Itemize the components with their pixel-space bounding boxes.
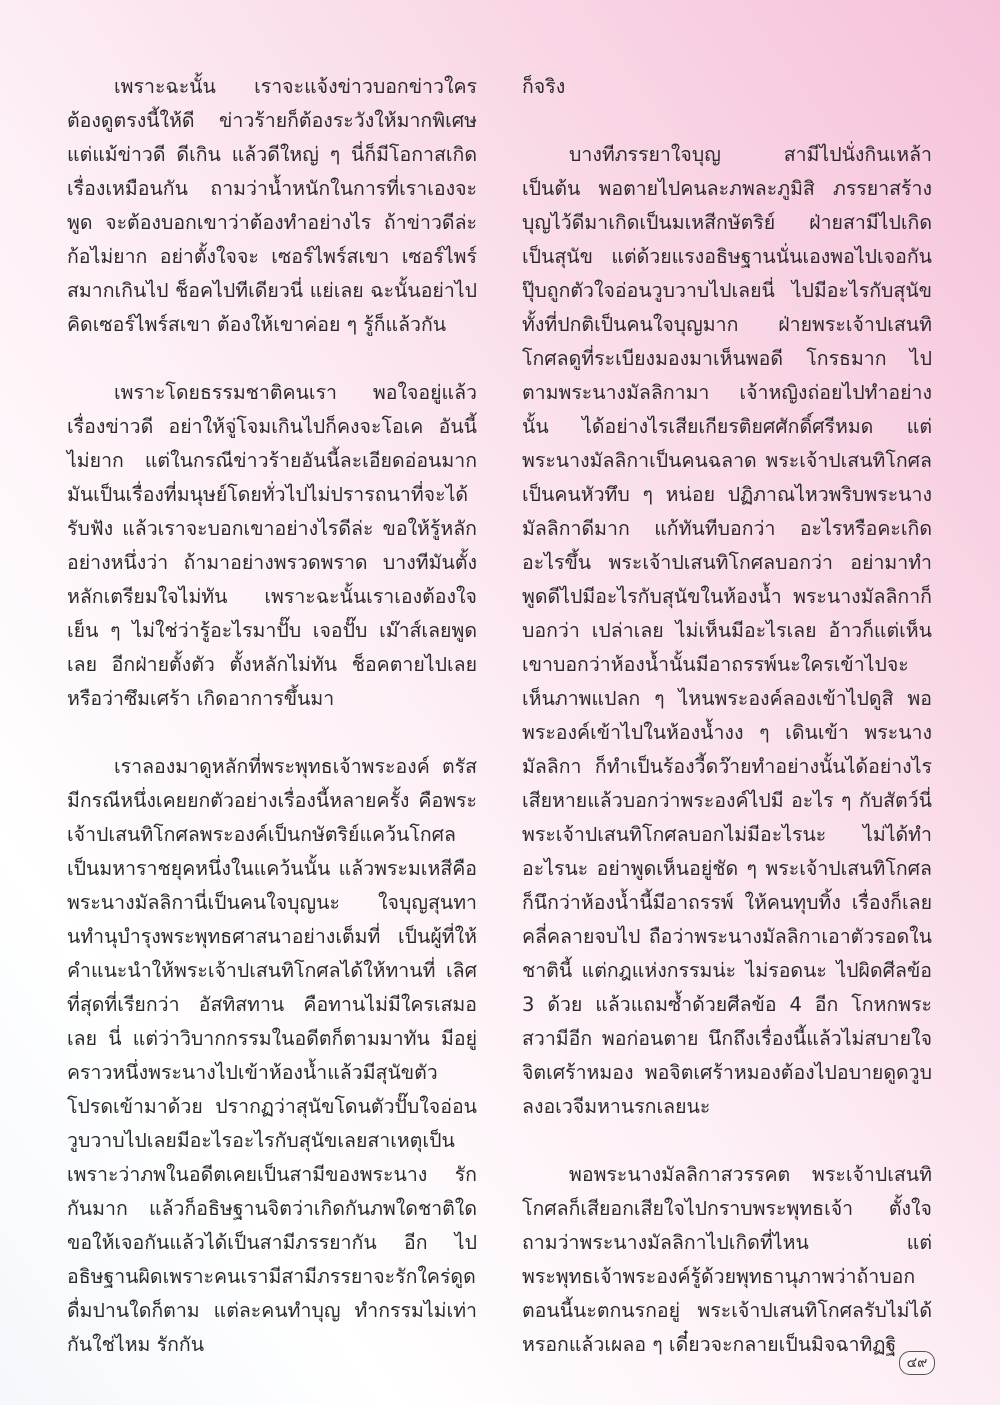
paragraph: พอพระนางมัลลิกาสวรรคต พระเจ้าปเสนทิโกศลก็เสียอกเสียใจไปกราบพระพุทธเจ้า ตั้งใจถามว่าพระนางมัลลิกาไปเกิดที่ไหน แต่พระพุทธเจ้าพระองค์รู้ด้วยพุทธานุภาพว่าถ้าบอกตอนนี้นะตกนรกอยู่ พระเจ้าปเสนทิโกศลรับไม่ได้หรอกแล้วเผลอ ๆ เดี๋ยวจะกลายเป็นมิจฉาทิฏฐิ bbox=[522, 1163, 932, 1356]
paragraph: บางทีภรรยาใจบุญ สามีไปนั่งกินเหล้าเป็นต้น พอตายไปคนละภพละภูมิสิ ภรรยาสร้างบุญไว้ดีมาเกิดเป็นมเหสีกษัตริย์ ฝ่ายสามีไปเกิดเป็นสุนัข แต่ด้วยแรงอธิษฐานนั่นเองพอไปเจอกันปุ๊บถูกตัวใจอ่อนวูบวาบไปเลยนี่ ไปมีอะไรกับสุนัข ทั้งที่ปกติเป็นคนใจบุญมาก ฝ่ายพระเจ้าปเสนทิโกศลดูที่ระเบียงมองมาเห็นพอดี โกรธมาก ไปตามพระนางมัลลิกามา เจ้าหญิงถ่อยไปทำอย่างนั้น ได้อย่างไรเสียเกียรติยศศักดิ์ศรีหมด แต่พระนางมัลลิกาเป็นคนฉลาด พระเจ้าปเสนทิโกศลเป็นคนหัวทึบ ๆ หน่อย ปฏิภาณไหวพริบพระนางมัลลิกาดีมาก แก้ทันทีบอกว่า อะไรหรือคะเกิดอะไรขึ้น พระเจ้าปเสนทิโกศลบอกว่า อย่ามาทำพูดดีไปมีอะไรกับสุนัขในห้องน้ำ พระนางมัลลิกาก็บอกว่า เปล่าเลย ไม่เห็นมีอะไรเลย อ้าวก็แต่เห็นเขาบอกว่าห้องน้ำนั้นมีอาถรรพ์นะใครเข้าไปจะเห็นภาพแปลก ๆ ไหนพระองค์ลองเข้าไปดูสิ พอพระองค์เข้าไปในห้องน้ำงง ๆ เดินเข้า พระนางมัลลิกา ก็ทำเป็นร้องวี้ดว๊ายทำอย่างนั้นได้อย่างไรเสียหายแล้วบอกว่าพระองค์ไปมี อะไร ๆ กับสัตว์นี่ พระเจ้าปเสนทิโกศลบอกไม่มีอะไรนะ ไม่ได้ทำอะไรนะ อย่าพูดเห็นอยู่ชัด ๆ พระเจ้าปเสนทิโกศลก็นึกว่าห้องน้ำนี้มีอาถรรพ์ ให้คนทุบทิ้ง เรื่องก็เลยคลี่คลายจบไป ถือว่าพระนางมัลลิกาเอาตัวรอดในชาตินี้ แต่กฎแห่งกรรมน่ะ ไม่รอดนะ ไปผิดศีลข้อ 3 ด้วย แล้วแถมซ้ำด้วยศีลข้อ 4 อีก โกหกพระสวามีอีก พอก่อนตาย นึกถึงเรื่องนี้แล้วไม่สบายใจ จิตเศร้าหมอง พอจิตเศร้าหมองต้องไปอบายดูดวูบลงอเวจีมหานรกเลยนะ bbox=[522, 143, 932, 1118]
page-number: ๔๙ bbox=[899, 1351, 935, 1375]
continued-paragraph: ก็จริง bbox=[522, 75, 566, 98]
paragraph: เพราะโดยธรรมชาติคนเรา พอใจอยู่แล้วเรื่องข่าวดี อย่าให้จู่โจมเกินไปก็คงจะโอเค อันนี้ไม่ยาก แต่ในกรณีข่าวร้ายอันนี้ละเอียดอ่อนมาก มันเป็นเรื่องที่มนุษย์โดยทั่วไปไม่ปรารถนาที่จะได้รับฟัง แล้วเราจะบอกเขาอย่างไรดีล่ะ ขอให้รู้หลักอย่างหนึ่งว่า ถ้ามาอย่างพรวดพราด บางทีมันตั้งหลักเตรียมใจไม่ทัน เพราะฉะนั้นเราเองต้องใจเย็น ๆ ไม่ใช่ว่ารู้อะไรมาปั๊บ เจอปั๊บ เม๊าส์เลยพูดเลย อีกฝ่ายตั้งตัว ตั้งหลักไม่ทัน ช็อคตายไปเลย หรือว่าซึมเศร้า เกิดอาการขึ้นมา bbox=[67, 381, 477, 710]
paragraph: เพราะฉะนั้น เราจะแจ้งข่าวบอกข่าวใครต้องดูตรงนี้ให้ดี ข่าวร้ายก็ต้องระวังให้มากพิเศษ แต่แม้ข่าวดี ดีเกิน แล้วดีใหญ่ ๆ นี่ก็มีโอกาสเกิดเรื่องเหมือนกัน ถามว่าน้ำหนักในการที่เราเองจะพูด จะต้องบอกเขาว่าต้องทำอย่างไร ถ้าข่าวดีล่ะก้อไม่ยาก อย่าตั้งใจจะ เซอร์ไพร์สเขา เซอร์ไพร์สมากเกินไป ช็อคไปทีเดียวนี่ แย่เลย ฉะนั้นอย่าไปคิดเซอร์ไพร์สเขา ต้องให้เขาค่อย ๆ รู้ก็แล้วกัน bbox=[67, 75, 477, 336]
right-text-column bbox=[522, 70, 932, 1362]
paragraph: เราลองมาดูหลักที่พระพุทธเจ้าพระองค์ ตรัสมีกรณีหนึ่งเคยยกตัวอย่างเรื่องนี้หลายครั้ง คือพระเจ้าปเสนทิโกศลพระองค์เป็นกษัตริย์แคว้นโกศลเป็นมหาราชยุคหนึ่งในแคว้นนั้น แล้วพระมเหสีคือพระนางมัลลิกานี่เป็นคนใจบุญนะ ใจบุญสุนทานทำนุบำรุงพระพุทธศาสนาอย่างเต็มที่ เป็นผู้ที่ให้คำแนะนำให้พระเจ้าปเสนทิโกศลได้ให้ทานที่ เลิศที่สุดที่เรียกว่า อัสทิสทาน คือทานไม่มีใครเสมอเลย นี่ แต่ว่าวิบากกรรมในอดีตก็ตามมาทัน มีอยู่คราวหนึ่งพระนางไปเข้าห้องน้ำแล้วมีสุนัขตัวโปรดเข้ามาด้วย ปรากฏว่าสุนัขโดนตัวปั๊บใจอ่อนวูบวาบไปเลยมีอะไรอะไรกับสุนัขเลยสาเหตุเป็นเพราะว่าภพในอดีตเคยเป็นสามีของพระนาง รักกันมาก แล้วก็อธิษฐานจิตว่าเกิดกันภพใดชาติใดขอให้เจอกันแล้วได้เป็นสามีภรรยากัน อีก ไปอธิษฐานผิดเพราะคนเรามีสามีภรรยาจะรักใคร่ดูดดื่มปานใดก็ตาม แต่ละคนทำบุญ ทำกรรมไม่เท่ากันใช่ไหม รักกัน bbox=[67, 755, 477, 1356]
left-text-column bbox=[67, 70, 477, 1362]
